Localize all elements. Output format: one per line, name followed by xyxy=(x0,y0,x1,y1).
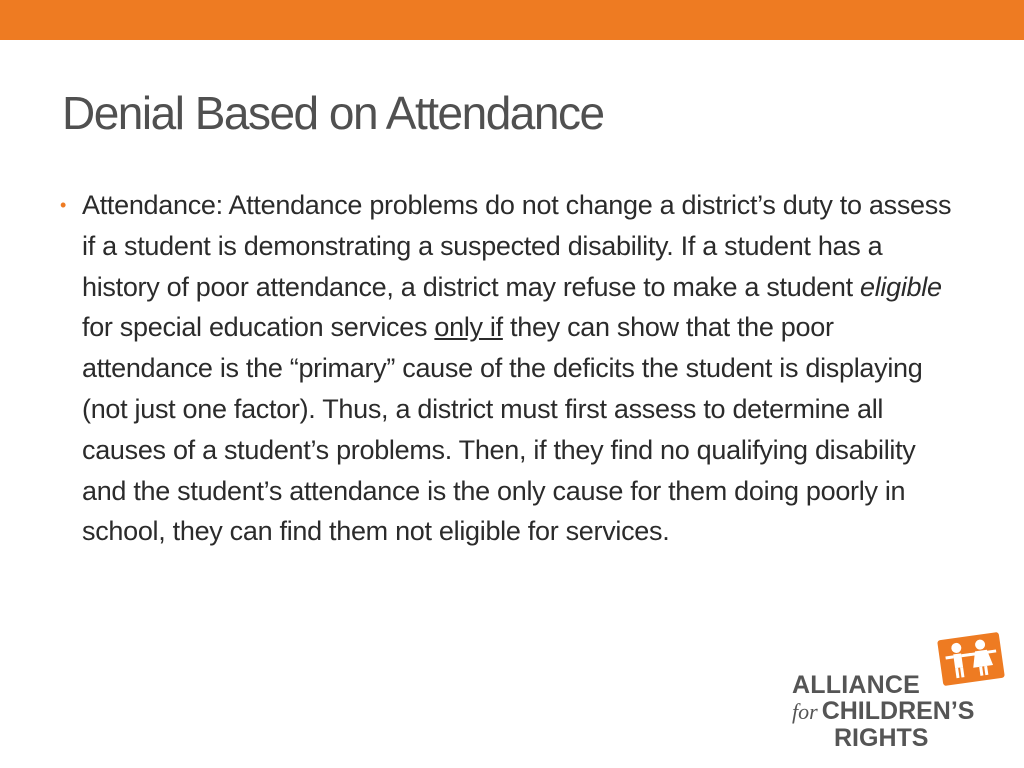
logo-childrens: CHILDREN’S xyxy=(821,697,975,725)
underlined-only-if: only if xyxy=(434,312,503,343)
slide-title: Denial Based on Attendance xyxy=(62,87,604,139)
bullet-icon: • xyxy=(60,195,67,215)
logo-wordmark xyxy=(792,672,974,751)
emphasis-eligible: eligible xyxy=(860,271,942,302)
top-accent-bar xyxy=(0,0,1024,40)
bullet-list xyxy=(56,185,961,552)
list-item xyxy=(56,185,961,552)
bullet-text-part3: they can show that the poor attendance is the “primary” cause of the deficits the student is displaying (not just one factor). Thus, a district must first assess to determine all causes of a student’s problems. Then, if they find no qualifying disability and the student’s attendance is the only cause for them doing poorly in school, they can find them not eligible for services. xyxy=(82,312,923,547)
logo-line-alliance: ALLIANCE xyxy=(792,671,920,699)
logo-line-rights: RIGHTS xyxy=(834,724,929,752)
alliance-logo xyxy=(792,630,1012,750)
bullet-text xyxy=(82,185,961,552)
logo-for: for xyxy=(792,699,818,724)
bullet-text-part2: for special education services xyxy=(82,312,435,343)
logo-line-childrens xyxy=(792,698,974,725)
bullet-text-part1: Attendance: Attendance problems do not change a district’s duty to assess if a student is demonstrating a suspected disability. If a student has a history of poor attendance, a district may refuse to make a student xyxy=(82,190,952,302)
